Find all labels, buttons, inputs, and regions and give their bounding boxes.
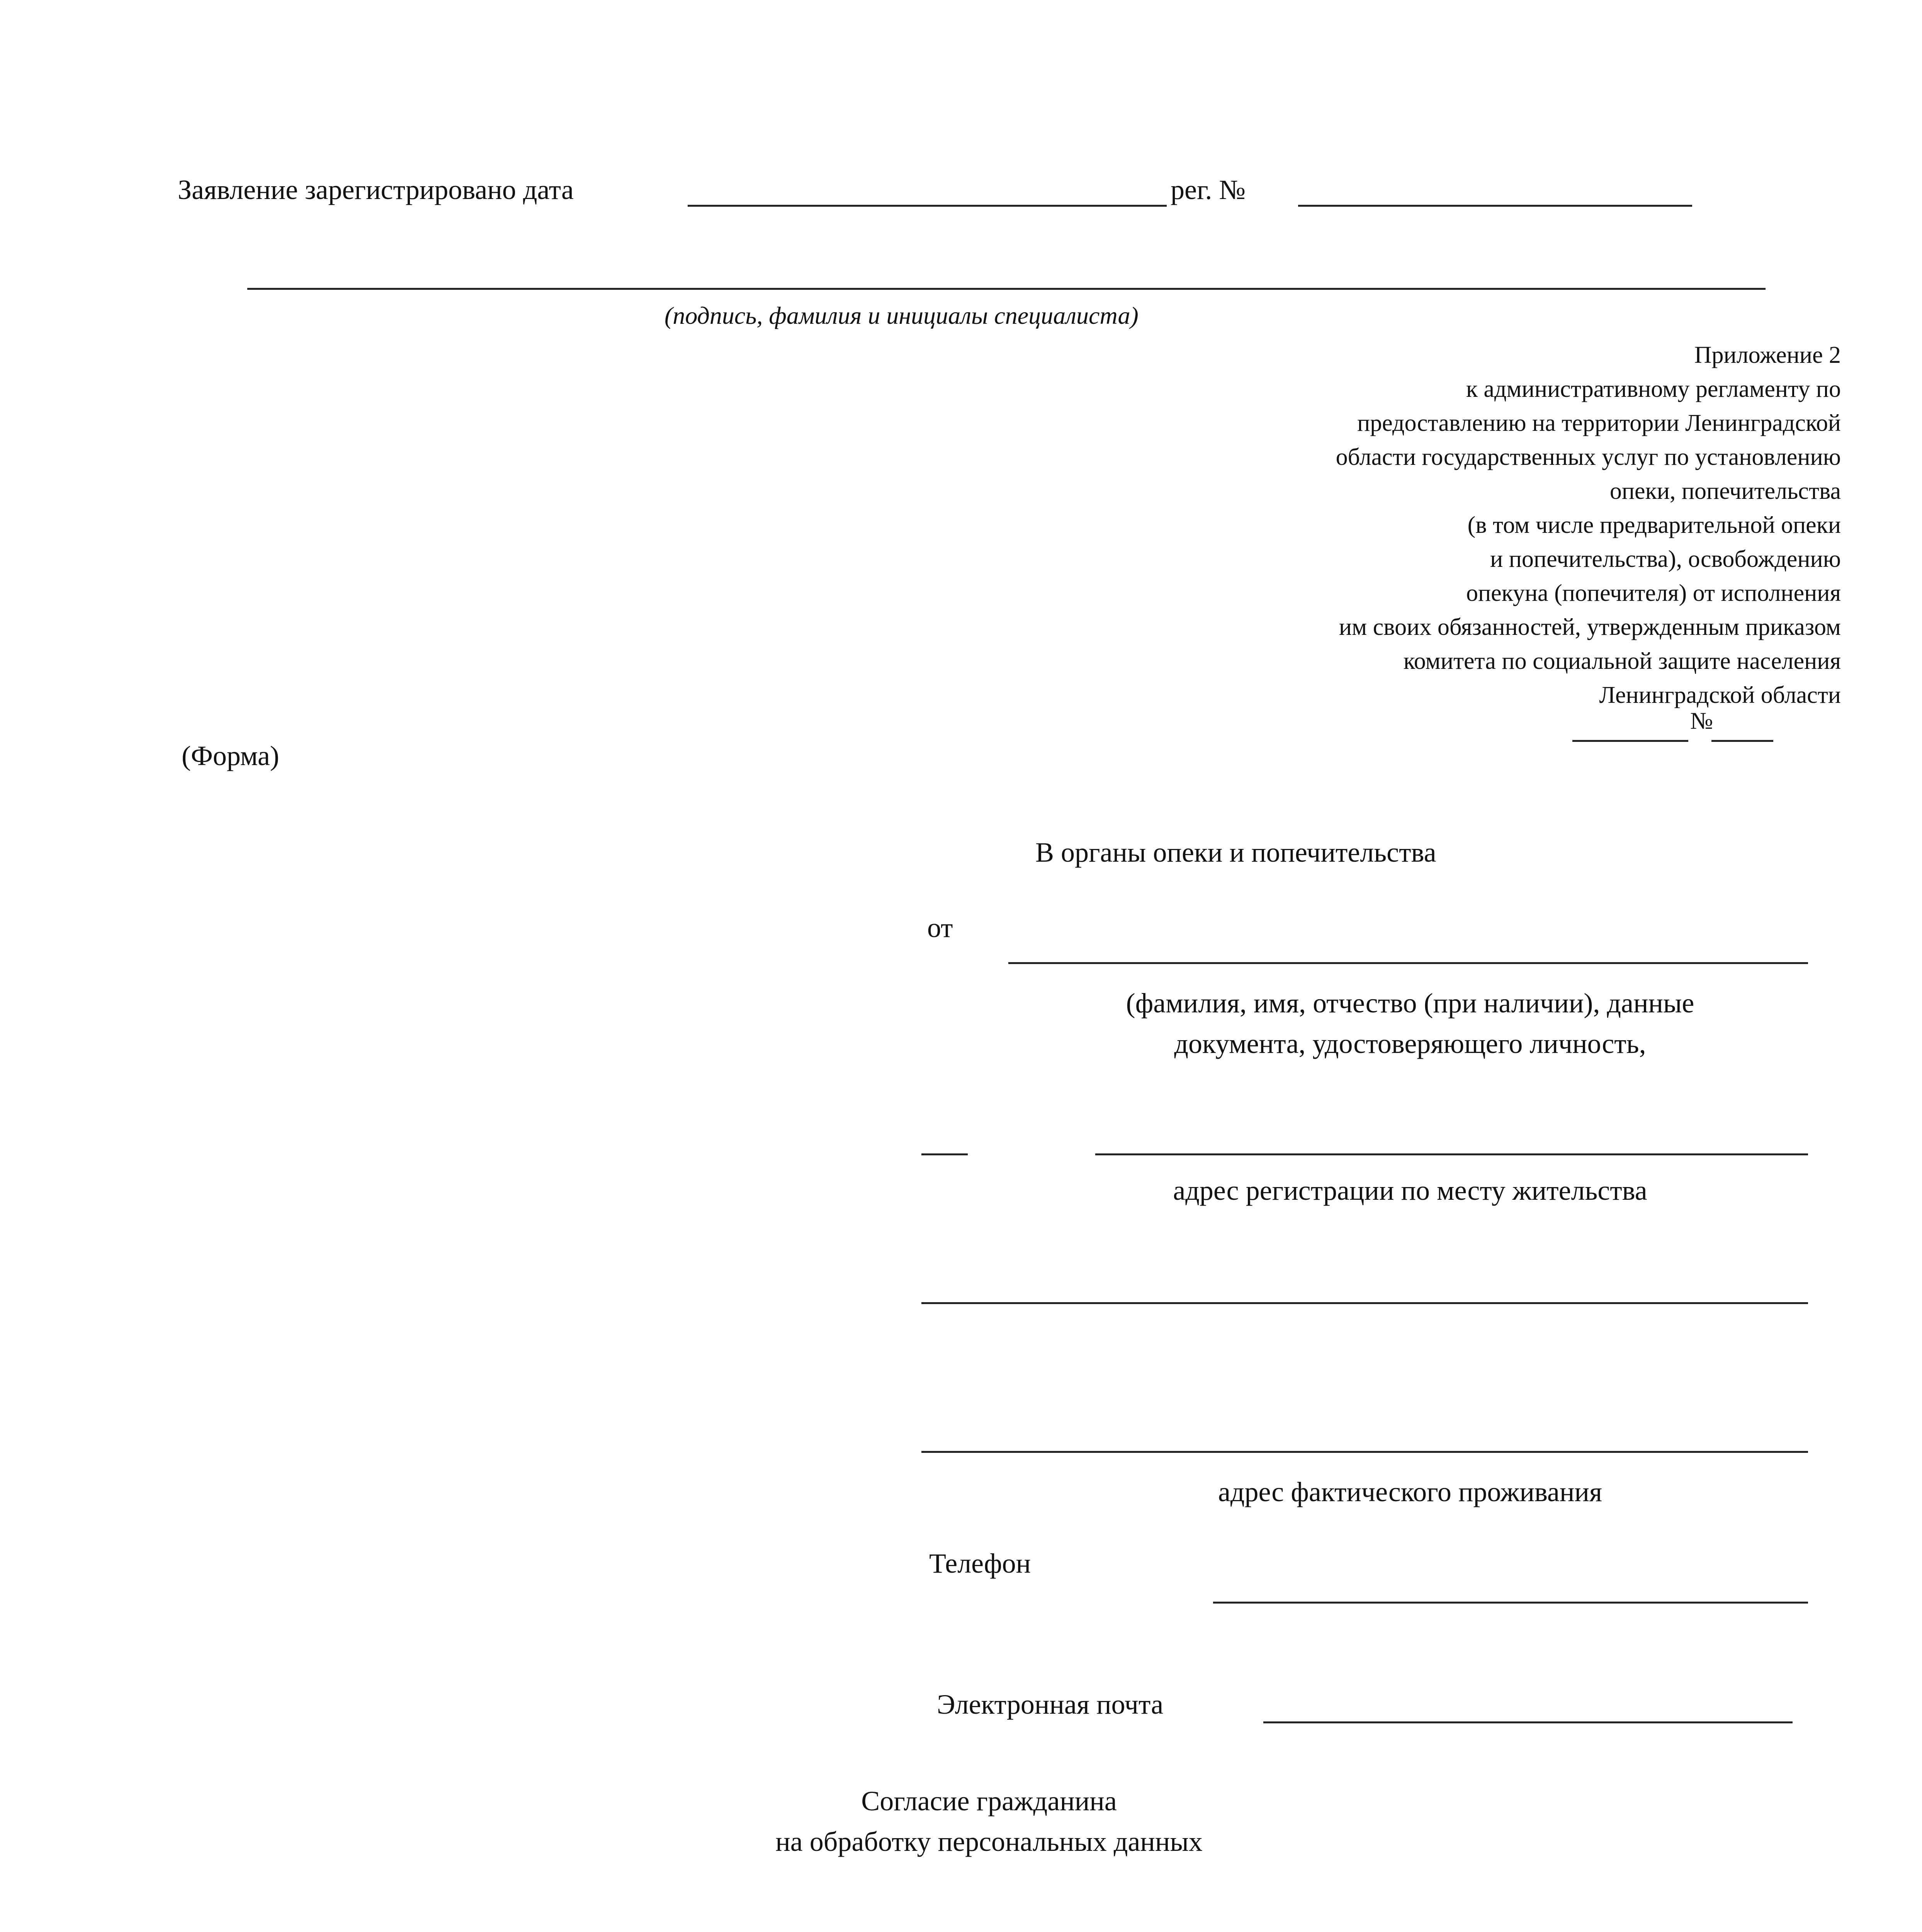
phone-label: Телефон — [929, 1548, 1031, 1579]
appendix-date-field[interactable] — [1572, 740, 1688, 742]
actual-address-caption: адрес фактического проживания — [1218, 1476, 1603, 1507]
reg-address-field[interactable] — [921, 1302, 1808, 1304]
email-field[interactable] — [1263, 1721, 1793, 1723]
email-label: Электронная почта — [937, 1689, 1164, 1720]
document-data-field[interactable] — [1095, 1153, 1808, 1155]
form-label: (Форма) — [182, 740, 279, 771]
appendix-line: области государственных услуг по установлению — [1336, 444, 1841, 470]
appendix-line: Ленинградской области — [1599, 682, 1841, 708]
name-caption-line2: документа, удостоверяющего личность, — [1174, 1028, 1646, 1059]
applicant-name-field[interactable] — [1008, 962, 1808, 964]
appendix-line: Приложение 2 — [1694, 342, 1841, 368]
actual-address-field[interactable] — [921, 1451, 1808, 1453]
registration-number-field[interactable] — [1298, 205, 1692, 207]
consent-title-line2: на обработку персональных данных — [775, 1826, 1203, 1857]
specialist-signature-field[interactable] — [247, 288, 1766, 290]
appendix-line: (в том числе предварительной опеки — [1467, 512, 1841, 538]
appendix-line: к административному регламенту по — [1466, 376, 1841, 402]
specialist-caption: (подпись, фамилия и инициалы специалиста) — [664, 302, 1139, 329]
registration-number-label: рег. № — [1171, 174, 1246, 205]
appendix-line: опеки, попечительства — [1609, 478, 1841, 504]
appendix-line: комитета по социальной защите населения — [1403, 648, 1841, 674]
name-caption-line1: (фамилия, имя, отчество (при наличии), данные — [1126, 988, 1694, 1019]
document-data-field-short[interactable] — [921, 1153, 968, 1155]
addressee-title: В органы опеки и попечительства — [1035, 837, 1436, 868]
appendix-line: предоставлению на территории Ленинградской — [1357, 410, 1841, 436]
from-label: от — [927, 912, 953, 943]
appendix-number-sign: № — [1690, 708, 1713, 734]
registration-label: Заявление зарегистрировано дата — [178, 174, 574, 205]
reg-address-caption: адрес регистрации по месту жительства — [1173, 1175, 1647, 1206]
appendix-line: опекуна (попечителя) от исполнения — [1466, 580, 1841, 606]
consent-title-line1: Согласие гражданина — [861, 1786, 1117, 1816]
appendix-line: и попечительства), освобождению — [1490, 546, 1841, 572]
appendix-header — [1107, 338, 1841, 712]
registration-date-field[interactable] — [688, 205, 1167, 207]
appendix-line: им своих обязанностей, утвержденным приказом — [1339, 614, 1841, 640]
phone-field[interactable] — [1213, 1602, 1808, 1604]
appendix-number-field[interactable] — [1711, 740, 1773, 742]
